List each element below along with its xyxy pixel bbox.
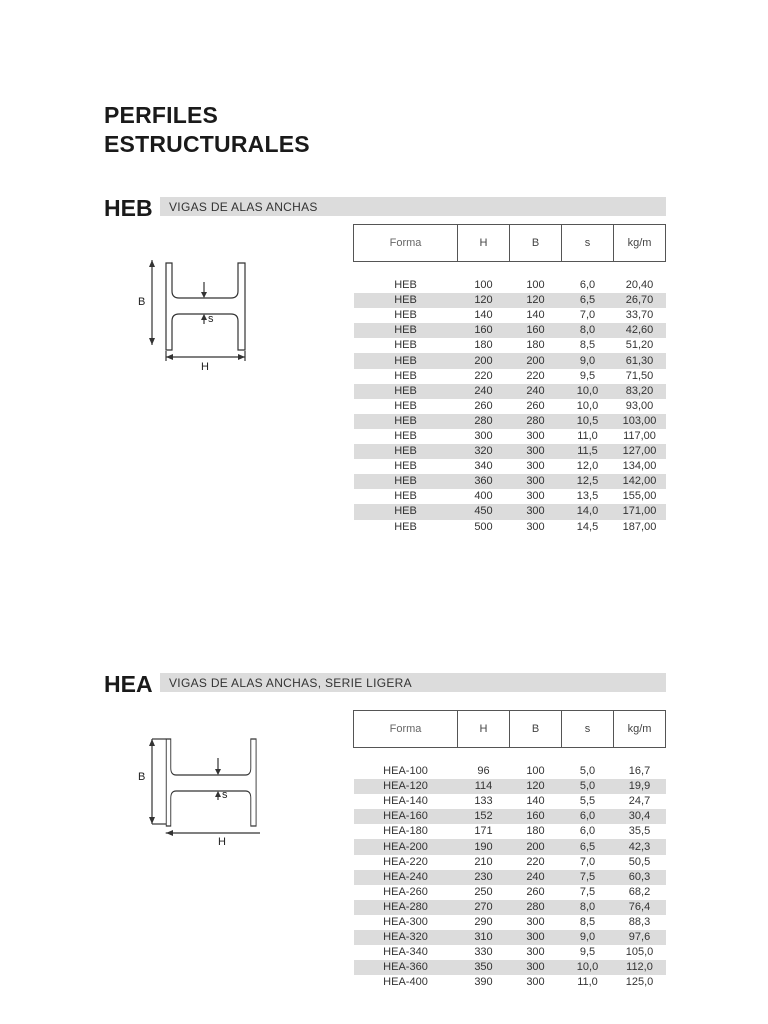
column-header-h: H bbox=[458, 711, 510, 748]
cell-h: 190 bbox=[458, 839, 510, 854]
table-row bbox=[354, 794, 666, 809]
cell-b: 300 bbox=[510, 504, 562, 519]
cell-kg-m: 105,0 bbox=[625, 946, 654, 959]
cell-b: 220 bbox=[526, 369, 545, 382]
column-header-s: s bbox=[562, 225, 614, 262]
cell-b: 300 bbox=[510, 444, 562, 459]
cell-s: 9,0 bbox=[562, 930, 614, 945]
cell-b: 160 bbox=[510, 323, 562, 338]
cell-b: 100 bbox=[526, 279, 545, 292]
page-title-line-1: PERFILES bbox=[104, 102, 219, 128]
table-spacer-row bbox=[354, 748, 666, 765]
cell-kg-m: 61,30 bbox=[614, 353, 666, 368]
cell-h: 300 bbox=[474, 429, 493, 442]
cell-s: 12,0 bbox=[576, 460, 599, 473]
table-row bbox=[354, 444, 666, 459]
cell-h: 200 bbox=[458, 353, 510, 368]
cell-b: 300 bbox=[526, 460, 545, 473]
cell-h: 260 bbox=[474, 399, 493, 412]
cell-s: 14,5 bbox=[576, 520, 599, 533]
cell-forma: HEB bbox=[354, 293, 458, 308]
cell-s: 6,5 bbox=[562, 293, 614, 308]
cell-kg-m: 125,0 bbox=[625, 976, 654, 989]
cell-b: 200 bbox=[510, 353, 562, 368]
cell-kg-m: 88,3 bbox=[628, 915, 651, 928]
cell-forma: HEB bbox=[394, 399, 417, 412]
table-row bbox=[354, 839, 666, 854]
cell-kg-m: 187,00 bbox=[622, 520, 657, 533]
cell-forma: HEB bbox=[394, 429, 417, 442]
cell-s: 6,0 bbox=[579, 825, 596, 838]
table-row bbox=[354, 399, 666, 414]
cell-kg-m: 35,5 bbox=[628, 825, 651, 838]
diagram-label-height: B bbox=[138, 296, 146, 308]
cell-h: 114 bbox=[458, 779, 510, 794]
cell-s: 9,5 bbox=[579, 946, 596, 959]
table-spacer-row bbox=[354, 262, 666, 279]
cell-b: 300 bbox=[526, 429, 545, 442]
cell-h: 100 bbox=[474, 279, 493, 292]
cell-kg-m: 30,4 bbox=[614, 809, 666, 824]
cell-forma: HEA-140 bbox=[383, 795, 428, 808]
cell-forma: HEA-300 bbox=[383, 915, 428, 928]
cell-kg-m: 171,00 bbox=[614, 504, 666, 519]
column-header-forma: Forma bbox=[354, 711, 458, 748]
cell-s: 8,0 bbox=[562, 900, 614, 915]
diagram-label-height: B bbox=[138, 771, 146, 783]
cell-b: 160 bbox=[510, 809, 562, 824]
cell-kg-m: 127,00 bbox=[614, 444, 666, 459]
cell-h: 96 bbox=[477, 765, 490, 778]
cell-s: 8,5 bbox=[579, 915, 596, 928]
cell-h: 290 bbox=[474, 915, 493, 928]
cell-h: 210 bbox=[474, 855, 493, 868]
table-row bbox=[354, 520, 666, 535]
spacer-cell bbox=[458, 748, 510, 765]
cell-s: 12,5 bbox=[562, 474, 614, 489]
cell-h: 390 bbox=[474, 976, 493, 989]
spacer-cell bbox=[614, 262, 666, 279]
cell-s: 7,0 bbox=[579, 855, 596, 868]
cell-h: 133 bbox=[474, 795, 493, 808]
diagram-label-width: H bbox=[201, 361, 209, 373]
cell-forma: HEB bbox=[354, 384, 458, 399]
cell-b: 120 bbox=[510, 293, 562, 308]
cell-h: 280 bbox=[458, 414, 510, 429]
cell-s: 11,0 bbox=[577, 976, 598, 989]
cell-b: 260 bbox=[526, 885, 545, 898]
table-row bbox=[354, 809, 666, 824]
cell-forma: HEA-240 bbox=[354, 870, 458, 885]
cell-b: 240 bbox=[510, 384, 562, 399]
cell-kg-m: 24,7 bbox=[628, 795, 651, 808]
cell-kg-m: 51,20 bbox=[625, 339, 654, 352]
cell-h: 220 bbox=[474, 369, 493, 382]
table-row bbox=[354, 338, 666, 353]
diagram-label-web: s bbox=[208, 313, 214, 325]
cell-b: 300 bbox=[510, 960, 562, 975]
cell-s: 10,0 bbox=[562, 960, 614, 975]
cell-forma: HEA-160 bbox=[354, 809, 458, 824]
cell-kg-m: 117,00 bbox=[623, 429, 656, 442]
cell-b: 180 bbox=[526, 339, 545, 352]
table-row bbox=[354, 474, 666, 489]
cell-forma: HEB bbox=[354, 474, 458, 489]
cell-s: 7,5 bbox=[562, 870, 614, 885]
table-row bbox=[354, 459, 666, 474]
column-header-s: s bbox=[562, 711, 614, 748]
cell-s: 9,5 bbox=[579, 369, 596, 382]
cell-forma: HEB bbox=[394, 279, 417, 292]
cell-b: 220 bbox=[526, 855, 545, 868]
cell-kg-m: 20,40 bbox=[625, 279, 654, 292]
cell-s: 6,0 bbox=[579, 279, 596, 292]
table-row bbox=[354, 945, 666, 960]
cell-h: 360 bbox=[458, 474, 510, 489]
cell-h: 350 bbox=[458, 960, 510, 975]
spacer-cell bbox=[458, 262, 510, 279]
cell-h: 171 bbox=[474, 825, 493, 838]
table-row bbox=[354, 975, 666, 990]
cell-h: 140 bbox=[474, 309, 493, 322]
cell-forma: HEB bbox=[394, 490, 417, 503]
cell-b: 300 bbox=[526, 946, 545, 959]
table-row bbox=[354, 779, 666, 794]
cell-kg-m: 71,50 bbox=[625, 369, 654, 382]
column-header-kg-m: kg/m bbox=[614, 225, 666, 262]
cell-kg-m: 68,2 bbox=[628, 885, 651, 898]
table-row bbox=[354, 369, 666, 384]
cell-b: 140 bbox=[526, 795, 545, 808]
cell-kg-m: 42,60 bbox=[614, 323, 666, 338]
table-row bbox=[354, 384, 666, 399]
cell-b: 300 bbox=[526, 520, 545, 533]
table-row bbox=[354, 855, 666, 870]
table-row bbox=[354, 353, 666, 368]
cell-kg-m: 26,70 bbox=[614, 293, 666, 308]
cell-h: 340 bbox=[474, 460, 493, 473]
section-description: VIGAS DE ALAS ANCHAS bbox=[169, 200, 318, 214]
cell-h: 320 bbox=[458, 444, 510, 459]
section-description-band bbox=[160, 673, 666, 692]
spacer-cell bbox=[510, 262, 562, 279]
table-row bbox=[354, 885, 666, 900]
cell-forma: HEA-280 bbox=[354, 900, 458, 915]
spacer-cell bbox=[562, 262, 614, 279]
cell-forma: HEA-200 bbox=[354, 839, 458, 854]
cell-forma: HEA-260 bbox=[383, 885, 428, 898]
cell-forma: HEA-360 bbox=[354, 960, 458, 975]
table-row bbox=[354, 489, 666, 504]
cell-s: 5,5 bbox=[579, 795, 596, 808]
column-header-h: H bbox=[458, 225, 510, 262]
cell-h: 230 bbox=[458, 870, 510, 885]
cell-forma: HEB bbox=[354, 353, 458, 368]
cell-h: 250 bbox=[474, 885, 493, 898]
cell-b: 100 bbox=[526, 765, 545, 778]
cell-b: 120 bbox=[510, 779, 562, 794]
cell-b: 300 bbox=[526, 915, 545, 928]
spacer-cell bbox=[614, 748, 666, 765]
table-row bbox=[354, 960, 666, 975]
cell-kg-m: 16,7 bbox=[628, 765, 651, 778]
table-row bbox=[354, 504, 666, 519]
table-row bbox=[354, 930, 666, 945]
cell-forma: HEA-400 bbox=[383, 976, 428, 989]
cell-forma: HEB bbox=[394, 520, 417, 533]
cell-h: 120 bbox=[458, 293, 510, 308]
section-description: VIGAS DE ALAS ANCHAS, SERIE LIGERA bbox=[169, 676, 412, 690]
cell-b: 280 bbox=[510, 414, 562, 429]
table-header-row bbox=[354, 711, 666, 748]
table-row bbox=[354, 764, 666, 779]
cell-b: 240 bbox=[510, 870, 562, 885]
table-row bbox=[354, 824, 666, 839]
cell-h: 240 bbox=[458, 384, 510, 399]
section-heb bbox=[0, 195, 768, 533]
table-row bbox=[354, 870, 666, 885]
cell-forma: HEA-340 bbox=[383, 946, 428, 959]
cell-kg-m: 155,00 bbox=[622, 490, 657, 503]
cell-h: 450 bbox=[458, 504, 510, 519]
profile-table bbox=[353, 710, 666, 990]
cell-b: 140 bbox=[526, 309, 545, 322]
table-row bbox=[354, 323, 666, 338]
section-hea bbox=[0, 672, 768, 1002]
cell-forma: HEA-220 bbox=[383, 855, 428, 868]
table-row bbox=[354, 915, 666, 930]
table-row bbox=[354, 293, 666, 308]
cell-kg-m: 142,00 bbox=[614, 474, 666, 489]
diagram-label-width: H bbox=[218, 836, 226, 848]
cell-kg-m: 33,70 bbox=[625, 309, 654, 322]
cell-s: 8,5 bbox=[579, 339, 596, 352]
cell-kg-m: 97,6 bbox=[614, 930, 666, 945]
cell-forma: HEA-120 bbox=[354, 779, 458, 794]
section-code: HEA bbox=[104, 671, 153, 697]
cell-b: 200 bbox=[510, 839, 562, 854]
cell-kg-m: 93,00 bbox=[625, 399, 654, 412]
table-row bbox=[354, 278, 666, 293]
section-code: HEB bbox=[104, 195, 153, 221]
cell-kg-m: 19,9 bbox=[614, 779, 666, 794]
cell-forma: HEB bbox=[354, 323, 458, 338]
cell-h: 152 bbox=[458, 809, 510, 824]
cell-forma: HEB bbox=[394, 369, 417, 382]
cell-h: 160 bbox=[458, 323, 510, 338]
cell-forma: HEB bbox=[394, 339, 417, 352]
cell-b: 280 bbox=[510, 900, 562, 915]
cell-h: 270 bbox=[458, 900, 510, 915]
beam-profile-diagram bbox=[130, 252, 260, 372]
table-row bbox=[354, 308, 666, 323]
page-title-line-2: ESTRUCTURALES bbox=[104, 131, 310, 157]
cell-s: 10,0 bbox=[562, 384, 614, 399]
cell-s: 14,0 bbox=[562, 504, 614, 519]
cell-b: 260 bbox=[526, 399, 545, 412]
cell-b: 300 bbox=[526, 976, 545, 989]
section-description-band bbox=[160, 197, 666, 216]
cell-s: 8,0 bbox=[562, 323, 614, 338]
cell-s: 5,0 bbox=[562, 779, 614, 794]
diagram-label-web: s bbox=[222, 789, 228, 801]
column-header-forma: Forma bbox=[354, 225, 458, 262]
cell-forma: HEB bbox=[354, 414, 458, 429]
column-header-b: B bbox=[510, 711, 562, 748]
cell-h: 500 bbox=[474, 520, 493, 533]
beam-profile-diagram bbox=[130, 728, 260, 848]
cell-h: 310 bbox=[458, 930, 510, 945]
cell-s: 10,0 bbox=[576, 399, 599, 412]
cell-s: 7,0 bbox=[579, 309, 596, 322]
table-row bbox=[354, 414, 666, 429]
table-row bbox=[354, 900, 666, 915]
cell-h: 330 bbox=[474, 946, 493, 959]
cell-b: 300 bbox=[510, 474, 562, 489]
cell-forma: HEA-100 bbox=[383, 765, 428, 778]
cell-kg-m: 60,3 bbox=[614, 870, 666, 885]
spacer-cell bbox=[510, 748, 562, 765]
cell-s: 11,0 bbox=[577, 429, 598, 442]
cell-s: 11,5 bbox=[562, 444, 614, 459]
cell-b: 300 bbox=[526, 490, 545, 503]
cell-forma: HEA-320 bbox=[354, 930, 458, 945]
cell-forma: HEA-180 bbox=[383, 825, 428, 838]
cell-s: 9,0 bbox=[562, 353, 614, 368]
cell-kg-m: 134,00 bbox=[622, 460, 657, 473]
cell-forma: HEB bbox=[354, 504, 458, 519]
cell-kg-m: 42,3 bbox=[614, 839, 666, 854]
cell-s: 10,5 bbox=[562, 414, 614, 429]
cell-kg-m: 76,4 bbox=[614, 900, 666, 915]
cell-s: 5,0 bbox=[579, 765, 596, 778]
cell-h: 400 bbox=[474, 490, 493, 503]
spacer-cell bbox=[562, 748, 614, 765]
spacer-cell bbox=[354, 748, 458, 765]
cell-b: 300 bbox=[510, 930, 562, 945]
column-header-kg-m: kg/m bbox=[614, 711, 666, 748]
profile-table bbox=[353, 224, 666, 535]
cell-forma: HEB bbox=[354, 444, 458, 459]
cell-kg-m: 103,00 bbox=[614, 414, 666, 429]
page-title bbox=[104, 101, 310, 159]
cell-forma: HEB bbox=[394, 309, 417, 322]
cell-s: 13,5 bbox=[576, 490, 599, 503]
table-row bbox=[354, 429, 666, 444]
cell-s: 7,5 bbox=[579, 885, 596, 898]
cell-kg-m: 50,5 bbox=[628, 855, 651, 868]
column-header-b: B bbox=[510, 225, 562, 262]
cell-s: 6,5 bbox=[562, 839, 614, 854]
table-header-row bbox=[354, 225, 666, 262]
cell-kg-m: 112,0 bbox=[614, 960, 666, 975]
cell-forma: HEB bbox=[394, 460, 417, 473]
spacer-cell bbox=[354, 262, 458, 279]
cell-h: 180 bbox=[474, 339, 493, 352]
cell-s: 6,0 bbox=[562, 809, 614, 824]
cell-kg-m: 83,20 bbox=[614, 384, 666, 399]
cell-b: 180 bbox=[526, 825, 545, 838]
